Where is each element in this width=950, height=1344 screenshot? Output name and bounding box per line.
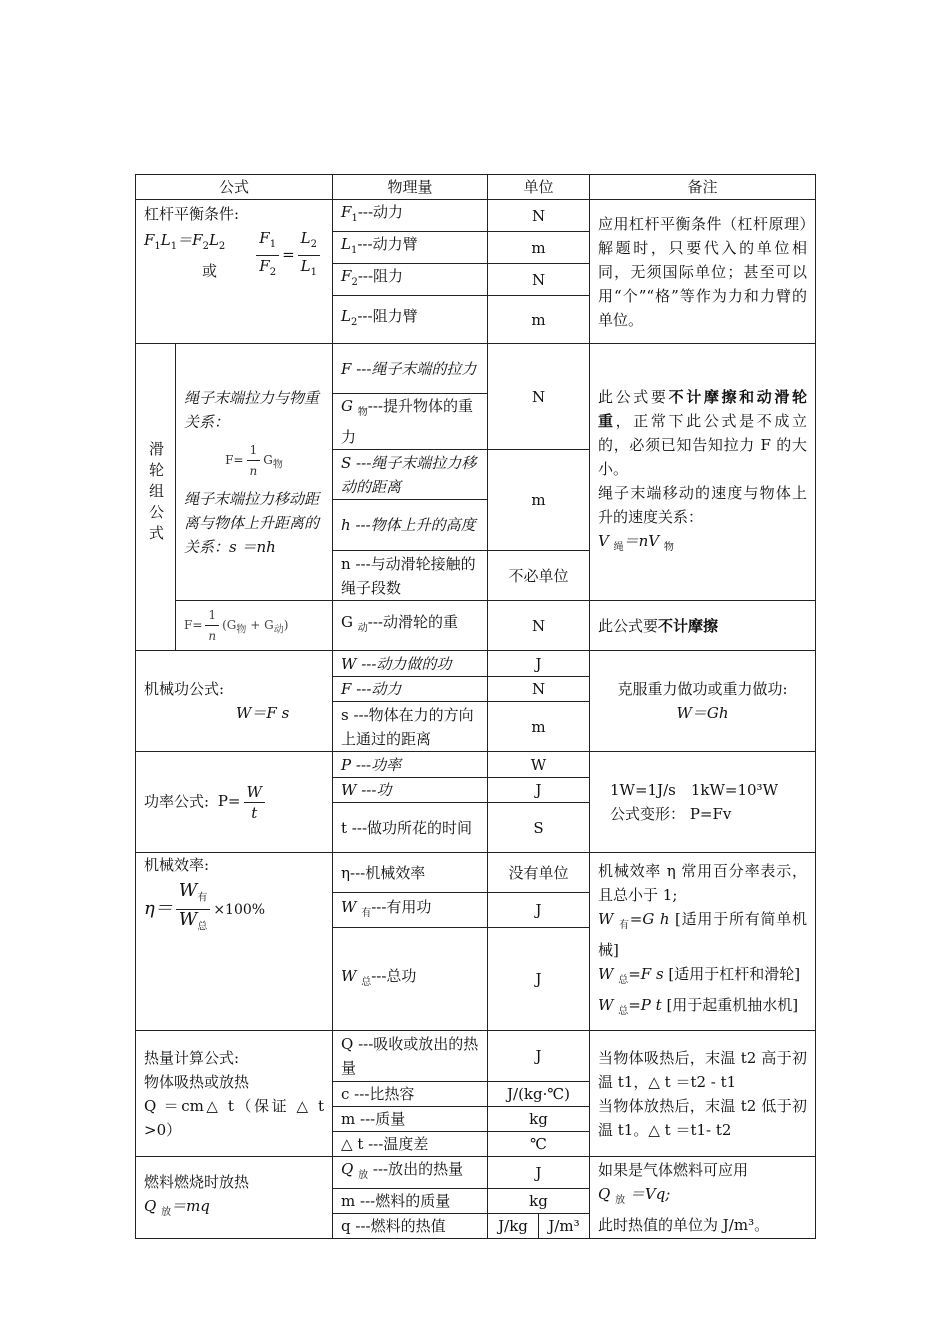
- fuel-q3: q ---燃料的热值: [333, 1214, 488, 1239]
- header-note: 备注: [590, 175, 816, 200]
- heat-formula-cell: [136, 1031, 333, 1157]
- power-q3: t ---做功所花的时间: [333, 803, 488, 853]
- power-formula-cell: [136, 752, 333, 853]
- efficiency-note4: W $_总$=P t [用于起重机抽水机]: [598, 996, 799, 1017]
- efficiency-note1: 机械效率 η 常用百分率表示，且总小于 1;: [598, 862, 808, 904]
- efficiency-title: 机械效率:: [144, 856, 210, 874]
- pulley-note6: 此公式要不计摩擦: [590, 601, 816, 651]
- efficiency-note3: W $_总$=F s [适用于杠杆和滑轮]: [598, 965, 801, 986]
- heat-line3: Q ＝cm△ t（保证 △ t >0）: [144, 1096, 325, 1139]
- pulley-q3: S ---绳子末端拉力移动的距离: [333, 450, 488, 500]
- efficiency-note2: W $_有$=G h [适用于所有简单机械]: [598, 910, 808, 959]
- work-q1: W ---动力做的功: [333, 651, 488, 677]
- pulley-note-cell: 此公式要不计摩擦和动滑轮重，正常下此公式是不成立的，必须已知告知拉力 F 的大小。 绳子末端移动的速度与物体上升的速度关系： V $_绳$＝nV $_物$: [590, 344, 816, 601]
- work-title: 机械功公式:: [144, 680, 225, 698]
- fuel-u2: kg: [488, 1189, 590, 1214]
- power-note1: 1W=1J/s 1kW=10³W: [610, 781, 778, 799]
- fuel-q2: m ---燃料的质量: [333, 1189, 488, 1214]
- table-row: [136, 853, 816, 893]
- work-u2: N: [488, 677, 590, 702]
- fuel-u3a: J/kg: [498, 1217, 528, 1235]
- pulley-formula2: F= $\frac{1}{n}$ $(G_物 + G_动)$: [176, 601, 333, 651]
- work-formula-cell: [136, 651, 333, 752]
- table-row: [136, 1157, 816, 1189]
- table-row: [136, 601, 816, 651]
- heat-u3: kg: [488, 1107, 590, 1132]
- table-row: [136, 651, 816, 677]
- power-q1: P ---功率: [333, 752, 488, 778]
- lever-u4: m: [488, 296, 590, 344]
- pulley-formula1: F= $\frac{1}{n}$ $G_物$: [184, 440, 324, 481]
- fuel-title: 燃料燃烧时放热: [144, 1173, 250, 1191]
- lever-title: 杠杆平衡条件:: [144, 205, 240, 223]
- lever-q4: $L_2---$阻力臂: [333, 296, 488, 344]
- pulley-u34: m: [488, 450, 590, 551]
- power-note2-formula: P=Fv: [689, 805, 732, 823]
- efficiency-q2: W $_有$---有用功: [333, 893, 488, 928]
- fuel-u3-cell: [488, 1214, 590, 1239]
- lever-formula-cell: [136, 200, 333, 344]
- pulley-group-label: 滑轮组公式: [136, 344, 176, 651]
- lever-formula-block: [144, 228, 324, 283]
- work-q2: F ---动力: [333, 677, 488, 702]
- pulley-note2: 绳子末端移动的速度与物体上升的速度关系：: [598, 483, 808, 526]
- table-row: [136, 344, 816, 394]
- table-row: [136, 200, 816, 232]
- pulley-q5: n ---与动滑轮接触的绳子段数: [333, 551, 488, 601]
- heat-q2: c ---比热容: [333, 1082, 488, 1107]
- power-note2-line: 公式变形： P=Fv: [610, 805, 732, 823]
- heat-note-cell: [590, 1031, 816, 1157]
- pulley-note-bold: 不计摩擦和动滑轮重: [598, 387, 807, 430]
- heat-title: 热量计算公式:: [144, 1048, 240, 1067]
- heat-u2: J/(kg·℃): [488, 1082, 590, 1107]
- work-u3: m: [488, 702, 590, 752]
- pulley-relations-cell: [176, 344, 333, 601]
- efficiency-formula-cell: [136, 853, 333, 1031]
- heat-note2: 当物体放热后，末温 t2 低于初温 t1。△ t ＝t1- t2: [598, 1096, 808, 1139]
- header-unit: 单位: [488, 175, 590, 200]
- fuel-u1: J: [488, 1157, 590, 1189]
- table-row: [136, 752, 816, 778]
- fuel-u3b: J/m³: [538, 1214, 589, 1238]
- lever-note: 应用杠杆平衡条件（杠杆原理）解题时，只要代入的单位相同，无须国际单位；甚至可以用“个”“格”等作为力和力臂的单位。: [590, 200, 816, 344]
- fuel-note2: Q $_放$ ＝Vq;: [598, 1185, 671, 1206]
- heat-u4: ℃: [488, 1132, 590, 1157]
- fuel-q1: Q $_放$ ---放出的热量: [333, 1157, 488, 1189]
- lever-u2: m: [488, 232, 590, 264]
- work-u1: J: [488, 651, 590, 677]
- heat-q4: △ t ---温度差: [333, 1132, 488, 1157]
- lever-q1: $F_1---$动力: [333, 200, 488, 232]
- header-formula: 公式: [136, 175, 333, 200]
- efficiency-u1: 没有单位: [488, 853, 590, 893]
- fuel-formula: Q $_放$＝mq: [144, 1197, 210, 1218]
- power-formula: P= $\frac{W}{t}$: [218, 792, 268, 810]
- pulley-q2: G $_物$---提升物体的重力: [333, 394, 488, 450]
- formula-table: [135, 174, 816, 1239]
- heat-q1: Q ---吸收或放出的热量: [333, 1031, 488, 1082]
- efficiency-formula: η＝ $\frac{W_有}{W_总}$ ×100%: [144, 880, 266, 933]
- lever-q2: $L_1---$动力臂: [333, 232, 488, 264]
- work-note: 克服重力做功或重力做功:: [617, 680, 788, 698]
- heat-line2: 物体吸热或放热: [144, 1072, 250, 1091]
- power-u3: S: [488, 803, 590, 853]
- fuel-note-cell: [590, 1157, 816, 1239]
- pulley-u12: N: [488, 344, 590, 450]
- pulley-q6: G $_动$---动滑轮的重: [333, 601, 488, 651]
- work-q3: s ---物体在力的方向上通过的距离: [333, 702, 488, 752]
- power-title: 功率公式:: [144, 792, 210, 810]
- heat-u1: J: [488, 1031, 590, 1082]
- pulley-q4: h ---物体上升的高度: [333, 500, 488, 551]
- power-q2: W ---功: [333, 778, 488, 803]
- pulley-u6: N: [488, 601, 590, 651]
- pulley-note3: V $_绳$＝nV $_物$: [598, 531, 674, 553]
- lever-u1: N: [488, 200, 590, 232]
- work-note-formula: W＝Gh: [676, 704, 729, 722]
- efficiency-note-cell: [590, 853, 816, 1031]
- header-quantity: 物理量: [333, 175, 488, 200]
- efficiency-q1: η---机械效率: [333, 853, 488, 893]
- heat-note1: 当物体吸热后，末温 t2 高于初温 t1，△ t ＝t2 - t1: [598, 1048, 808, 1091]
- work-note-cell: [590, 651, 816, 752]
- lever-q3: $F_2---$阻力: [333, 264, 488, 296]
- table-header-row: [136, 175, 816, 200]
- pulley-q1: F ---绳子末端的拉力: [333, 344, 488, 394]
- table-row: [136, 1031, 816, 1082]
- pulley-rel1: 绳子末端拉力与物重关系：: [184, 388, 320, 431]
- efficiency-u3: J: [488, 928, 590, 1031]
- fuel-note1: 如果是气体燃料可应用: [598, 1161, 749, 1179]
- pulley-rel2: 绳子末端拉力移动距离与物体上升距离的关系：s ＝nh: [184, 489, 320, 556]
- pulley-u5: 不必单位: [488, 551, 590, 601]
- heat-q3: m ---质量: [333, 1107, 488, 1132]
- work-formula: W＝F s: [236, 704, 290, 722]
- fuel-formula-cell: [136, 1157, 333, 1239]
- fuel-note3: 此时热值的单位为 J/m³。: [598, 1216, 770, 1234]
- efficiency-u2: J: [488, 893, 590, 928]
- lever-ratio: $\frac{F_1}{F_2}$ = $\frac{L_2}{L_1}$: [253, 228, 323, 283]
- power-u2: J: [488, 778, 590, 803]
- lever-or: 或: [202, 262, 218, 280]
- power-u1: W: [488, 752, 590, 778]
- efficiency-q3: W $_总$---总功: [333, 928, 488, 1031]
- lever-u3: N: [488, 264, 590, 296]
- power-note-cell: [590, 752, 816, 853]
- lever-formula: $F_1L_1=F_2L_2$: [144, 231, 226, 252]
